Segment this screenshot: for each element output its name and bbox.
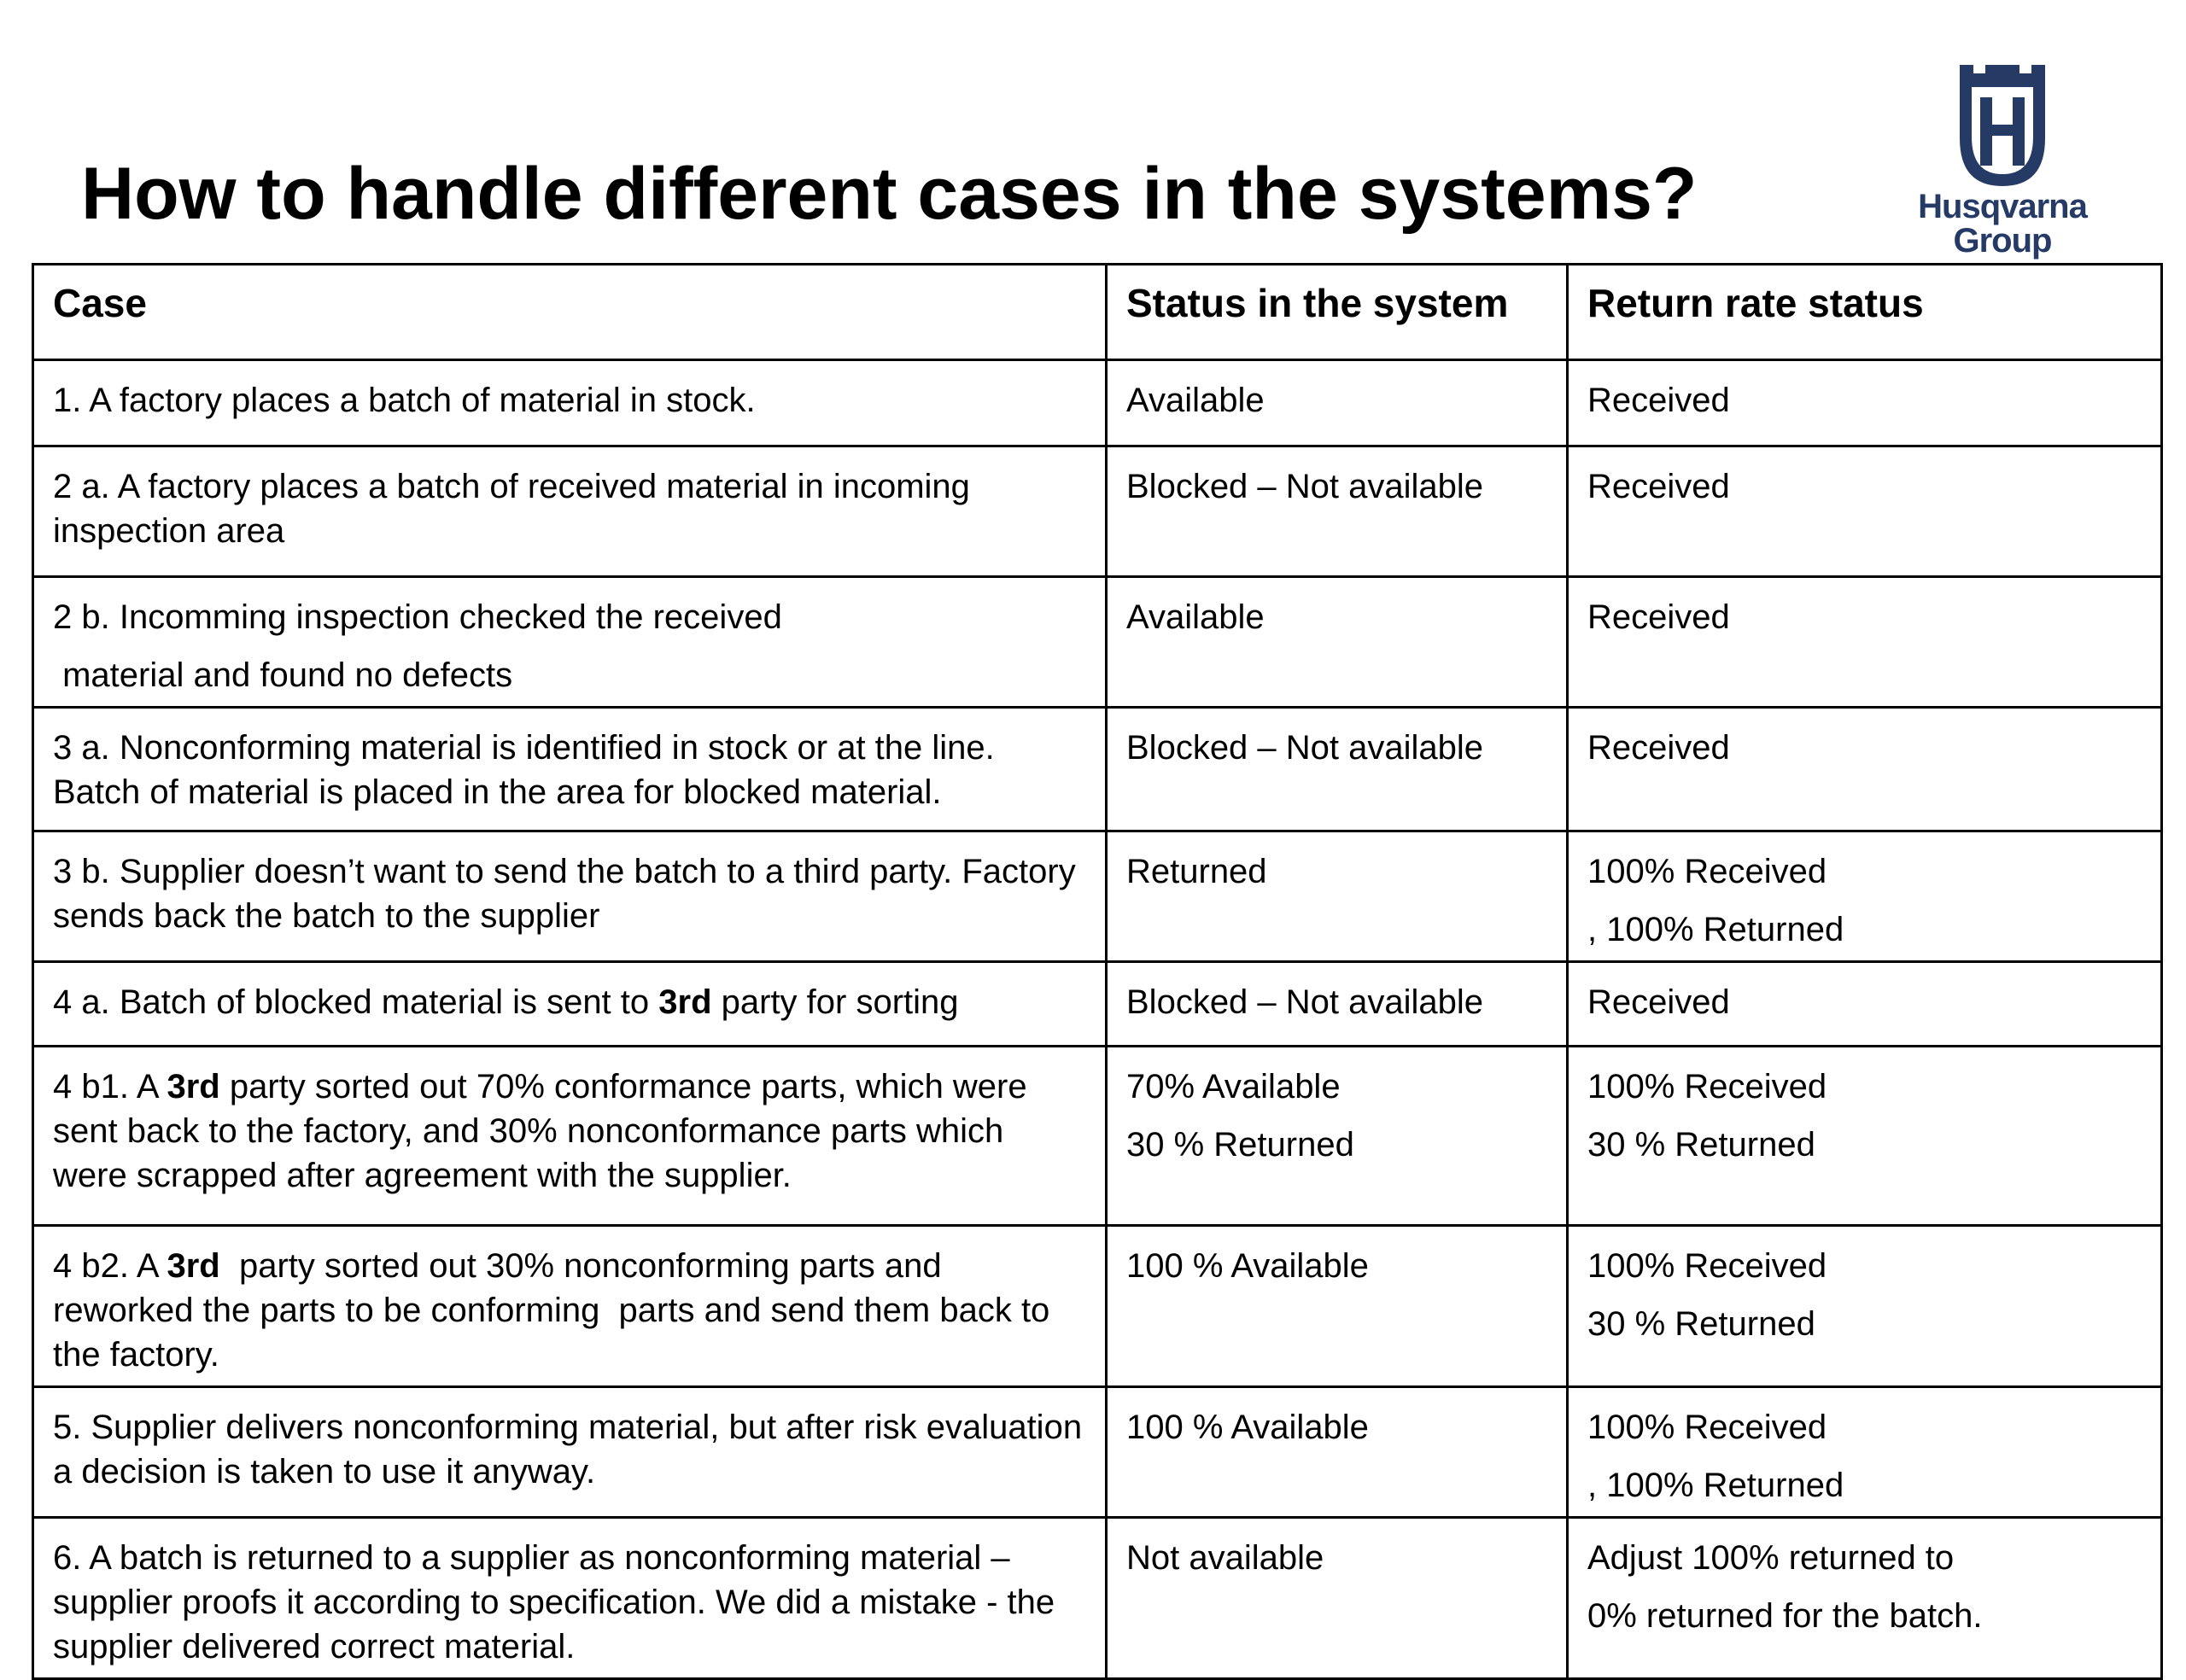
- status-line: 30 % Returned: [1126, 1126, 1354, 1164]
- status-cell: Available: [1107, 360, 1568, 446]
- status-cell: [1107, 1047, 1568, 1226]
- rate-line: 100% Received: [1587, 1247, 1827, 1285]
- case-text: 4 b2. A: [53, 1247, 167, 1285]
- rate-line: 100% Received: [1587, 1409, 1827, 1446]
- logo-line-1: Husqvarna: [1918, 188, 2087, 225]
- status-cell: Not available: [1107, 1518, 1568, 1679]
- rate-line: 100% Received: [1587, 1068, 1827, 1105]
- status-cell: 100 % Available: [1107, 1226, 1568, 1387]
- case-line: 2 b. Incomming inspection checked the received: [53, 598, 782, 636]
- rate-line: 100% Received: [1587, 853, 1827, 890]
- table-row: [33, 446, 2162, 577]
- table-row: [33, 1047, 2162, 1226]
- return-rate-cell: Received: [1568, 577, 2162, 708]
- status-cell: Available: [1107, 577, 1568, 708]
- return-rate-cell: [1568, 1226, 2162, 1387]
- husqvarna-crown-h-icon: [1951, 61, 2054, 190]
- column-header-return-rate: Return rate status: [1568, 265, 2162, 360]
- rate-line: 30 % Returned: [1587, 1305, 1815, 1343]
- table-row: [33, 708, 2162, 831]
- return-rate-cell: Received: [1568, 360, 2162, 446]
- column-header-status: Status in the system: [1107, 265, 1568, 360]
- case-cell: [33, 1047, 1107, 1226]
- case-bold-text: 3rd: [167, 1247, 220, 1285]
- case-cell: 2 a. A factory places a batch of received material in incoming inspection area: [33, 446, 1107, 577]
- husqvarna-group-logo: [1900, 61, 2105, 266]
- status-cell: Blocked – Not available: [1107, 446, 1568, 577]
- return-rate-cell: [1568, 1047, 2162, 1226]
- logo-line-2: Group: [1953, 222, 2052, 260]
- status-cell: Returned: [1107, 831, 1568, 962]
- case-cell: [33, 962, 1107, 1047]
- table-row: [33, 1518, 2162, 1679]
- page-title: How to handle different cases in the systems?: [81, 153, 1698, 235]
- case-bold-text: 3rd: [658, 983, 712, 1021]
- return-rate-cell: [1568, 1387, 2162, 1518]
- rate-line: Adjust 100% returned to: [1587, 1539, 1955, 1577]
- return-rate-cell: Received: [1568, 446, 2162, 577]
- table-row: [33, 1226, 2162, 1387]
- status-cell: Blocked – Not available: [1107, 708, 1568, 831]
- case-cell: 6. A batch is returned to a supplier as nonconforming material – supplier proofs it according to specification. We did a mistake - the supplier delivered correct material.: [33, 1518, 1107, 1679]
- case-text: party for sorting: [711, 983, 959, 1021]
- case-text: party sorted out 30% nonconforming parts and reworked the parts to be conforming parts and send them back to the factory.: [53, 1247, 1060, 1374]
- rate-line: 0% returned for the batch.: [1587, 1597, 1983, 1635]
- return-rate-cell: Received: [1568, 708, 2162, 831]
- cases-table: [32, 263, 2163, 1680]
- table-row: [33, 962, 2162, 1047]
- table-row: [33, 360, 2162, 446]
- case-cell: 1. A factory places a batch of material in stock.: [33, 360, 1107, 446]
- case-text: 4 a. Batch of blocked material is sent to: [53, 983, 659, 1021]
- rate-line: 30 % Returned: [1587, 1126, 1815, 1164]
- case-bold-text: 3rd: [167, 1068, 220, 1105]
- case-cell: [33, 577, 1107, 708]
- return-rate-cell: Received: [1568, 962, 2162, 1047]
- table-header-row: [33, 265, 2162, 360]
- status-cell: Blocked – Not available: [1107, 962, 1568, 1047]
- return-rate-cell: [1568, 831, 2162, 962]
- return-rate-cell: [1568, 1518, 2162, 1679]
- table-row: [33, 577, 2162, 708]
- case-cell: 3 a. Nonconforming material is identified in stock or at the line. Batch of material is placed in the area for blocked material.: [33, 708, 1107, 831]
- case-line: material and found no defects: [53, 656, 513, 694]
- case-text: party sorted out 70% conformance parts, which were sent back to the factory, and 30% nonconformance parts which were scrapped after agreement with the supplier.: [53, 1068, 1037, 1194]
- table-row: [33, 831, 2162, 962]
- table-row: [33, 1387, 2162, 1518]
- status-cell: 100 % Available: [1107, 1387, 1568, 1518]
- column-header-case: Case: [33, 265, 1107, 360]
- case-cell: 5. Supplier delivers nonconforming material, but after risk evaluation a decision is taken to use it anyway.: [33, 1387, 1107, 1518]
- rate-line: , 100% Returned: [1587, 1467, 1844, 1504]
- case-cell: 3 b. Supplier doesn’t want to send the batch to a third party. Factory sends back the batch to the supplier: [33, 831, 1107, 962]
- rate-line: , 100% Returned: [1587, 911, 1844, 948]
- case-text: 4 b1. A: [53, 1068, 167, 1105]
- case-cell: [33, 1226, 1107, 1387]
- status-line: 70% Available: [1126, 1068, 1341, 1105]
